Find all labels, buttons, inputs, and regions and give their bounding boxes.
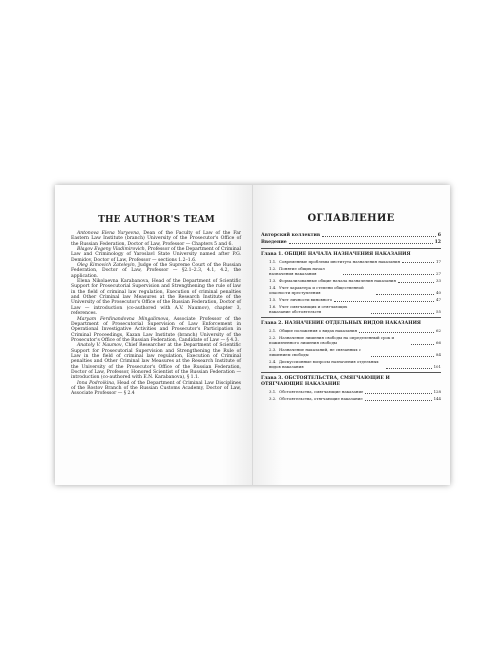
- section-number: 2.2.: [269, 335, 277, 341]
- author-bio: [71, 381, 241, 397]
- toc-entry-text: Введение: [261, 240, 287, 246]
- leader-dots: [371, 313, 434, 314]
- author-description: , Dean of the Faculty of Law of the Far Eastern Law Institute (branch) University of the Prosecutor's Office of the Russian Federation, Doctor of Law, Professor — Chapters 5 and 6.: [71, 231, 241, 247]
- toc-entry-introduction: [261, 240, 441, 245]
- toc-section: [261, 260, 441, 265]
- toc-page-number: 47: [436, 296, 441, 302]
- book-spread: [55, 185, 450, 485]
- section-title: Дискуссионные вопросы назначения отдельных видов наказания: [269, 359, 379, 370]
- toc-page-number: 128: [433, 388, 441, 394]
- section-title: Учет характера и степени общественной опасности преступления: [269, 284, 364, 295]
- toc-title: ОГЛАВЛЕНИЕ: [307, 213, 395, 224]
- toc-chapter-1-title: Глава 1. ОБЩИЕ НАЧАЛА НАЗНАЧЕНИЯ НАКАЗАНИЯ: [261, 251, 411, 257]
- leader-dots: [386, 368, 432, 369]
- toc-section: [261, 298, 441, 303]
- table-of-contents: [261, 231, 441, 402]
- author-description: , Chief Researcher at the Department of Scientific Support for Prosecutorial Supervision and Strengthening the Rule of Law in the field of criminal law regulation, Execution of Criminal penalties and Other Criminal law Measures at the Research Institute of the University of the Prosecutor's Office of the Russian Federation, Doctor of Law, Professor, Honored Scientist of the Russian Federation — introduction (co-authored with E.N. Karabanova), § 1.1.: [71, 343, 241, 381]
- toc-page-number: 84: [436, 352, 441, 358]
- toc-section: [261, 286, 441, 296]
- section-number: 1.3.: [269, 277, 277, 283]
- right-page: [253, 185, 450, 485]
- author-bios: [71, 231, 241, 397]
- toc-page-number: 62: [436, 328, 441, 334]
- section-number: 2.4.: [269, 359, 277, 365]
- toc-page-number: 17: [436, 258, 441, 264]
- section-number: 3.1.: [269, 388, 277, 394]
- toc-section: [261, 267, 441, 277]
- section-title: Понятие общих начал назначения наказания: [269, 265, 325, 276]
- author-bio: [71, 247, 241, 263]
- leader-dots: [376, 294, 434, 295]
- section-title: Формализованные общие начала назначения наказания: [279, 277, 396, 283]
- author-description: Elena Nikolaevna Karabanova, Head of the Department of Scientific Support for Prosecutorial Supervision and Strengthening the rule of law in the field of criminal law regulation, Execution of criminal penalties and Other Criminal law Measures at the Research Institute of the University of the Prosecutor's Office of the Russian Federation, Doctor of Law — introduction (co-authored with A.V. Naumov), chapter 3, references.: [71, 279, 241, 317]
- section-title: Учет личности виновного: [279, 296, 333, 302]
- toc-section: [261, 279, 441, 284]
- section-number: 1.5.: [269, 296, 277, 302]
- section-number: 1.6.: [269, 303, 277, 309]
- author-name: Maryam Ferdinandovna Mingalimova: [77, 316, 169, 322]
- leader-dots: [371, 356, 434, 357]
- author-bio: [71, 231, 241, 247]
- toc-chapter-3-title: Глава 3. ОБСТОЯТЕЛЬСТВА, СМЯГЧАЮЩИЕ И ОТЯГЧАЮЩИЕ НАКАЗАНИЕ: [261, 376, 390, 388]
- toc-section: [261, 329, 441, 334]
- leader-dots: [402, 262, 434, 263]
- toc-page-number: 6: [437, 233, 441, 238]
- toc-divider: [261, 372, 441, 373]
- leader-dots: [322, 236, 436, 237]
- section-title: Обстоятельства, смягчающие наказание: [279, 388, 364, 394]
- section-number: 3.2.: [269, 395, 277, 401]
- leader-dots: [289, 243, 433, 244]
- toc-section: [261, 348, 441, 358]
- leader-dots: [359, 332, 434, 333]
- section-number: 1.2.: [269, 265, 277, 271]
- leader-dots: [334, 301, 434, 302]
- toc-section: [261, 305, 441, 315]
- toc-chapter-2-title: Глава 2. НАЗНАЧЕНИЕ ОТДЕЛЬНЫХ ВИДОВ НАКАЗАНИЯ: [261, 321, 421, 327]
- toc-section: [261, 336, 441, 346]
- section-title: Обстоятельства, отягчающие наказание: [279, 395, 363, 401]
- left-page: [55, 185, 253, 485]
- toc-page-number: 101: [433, 364, 441, 370]
- author-bio: [71, 343, 241, 380]
- section-number: 1.1.: [269, 258, 277, 264]
- author-bio: [71, 317, 241, 344]
- toc-divider: [261, 248, 441, 249]
- toc-page-number: 27: [436, 270, 441, 276]
- author-bio: [71, 263, 241, 279]
- toc-page-number: 33: [436, 277, 441, 283]
- toc-page-number: 66: [436, 340, 441, 346]
- author-name: Inna Podroikina: [77, 380, 114, 386]
- section-title: Назначение наказаний, не связанных с лишением свободы: [269, 347, 361, 358]
- toc-page-number: 144: [433, 395, 441, 401]
- section-title: Современные проблемы института назначения наказания: [279, 258, 401, 264]
- author-bio: [71, 279, 241, 316]
- toc-section: [261, 360, 441, 370]
- author-name: Blagov Evgeny Vladimirovich: [77, 247, 145, 253]
- author-name: Oleg Kimovich Zateleyin: [77, 263, 135, 269]
- leader-dots: [365, 393, 431, 394]
- section-title: Общие положения о видах наказания: [279, 328, 358, 334]
- section-number: 1.4.: [269, 284, 277, 290]
- section-title: Учет смягчающих и отягчающих наказание обстоятельств: [269, 303, 348, 314]
- leader-dots: [343, 274, 434, 275]
- toc-section: [261, 390, 441, 395]
- leader-dots: [411, 344, 434, 345]
- author-description: , Head of the Department of Criminal Law Disciplines of the Rostov Branch of the Russian Customs Academy, Doctor of Law, Associate Professor — § 2.4: [71, 380, 241, 397]
- authors-team-title: THE AUTHOR'S TEAM: [98, 215, 215, 225]
- toc-page-number: 12: [434, 240, 441, 246]
- author-description: , Judge of the Supreme Court of the Russian Federation, Doctor of Law, Professor — §2.1–2.3, 4.1, 4.2, the application.: [71, 263, 241, 279]
- leader-dots: [398, 282, 434, 283]
- toc-page-number: 55: [436, 308, 441, 314]
- toc-divider: [261, 317, 441, 318]
- toc-entry-authors: [261, 233, 441, 238]
- toc-section: [261, 397, 441, 402]
- author-name: Anatoly V. Naumov: [77, 343, 122, 349]
- leader-dots: [365, 400, 432, 401]
- author-description: , Professor of the Department of Criminal Law and Criminology of Yaroslavl State University named after P.G. Demidov, Doctor of Law, Professor — sections 1.2–1.6.: [71, 247, 241, 263]
- author-description: , Associate Professor of the Department of Prosecutorial Supervision of Law Enforcement in Operational Investigative Activities and Prosecutor's Participation in Criminal Proceedings, Kazan Law Institute (branch) University of the Prosecutor's Office of the Russian Federation, Candidate of Law — § 4.3.: [71, 316, 241, 343]
- toc-page-number: 40: [436, 289, 441, 295]
- toc-entry-text: Авторский коллектив: [261, 233, 321, 238]
- section-title: Назначение лишения свободы на определенный срок и пожизненного лишения свободы: [269, 335, 395, 346]
- author-name: Antonova Elena Yuryevna: [77, 231, 139, 236]
- section-number: 2.3.: [269, 347, 277, 353]
- section-number: 2.1.: [269, 328, 277, 334]
